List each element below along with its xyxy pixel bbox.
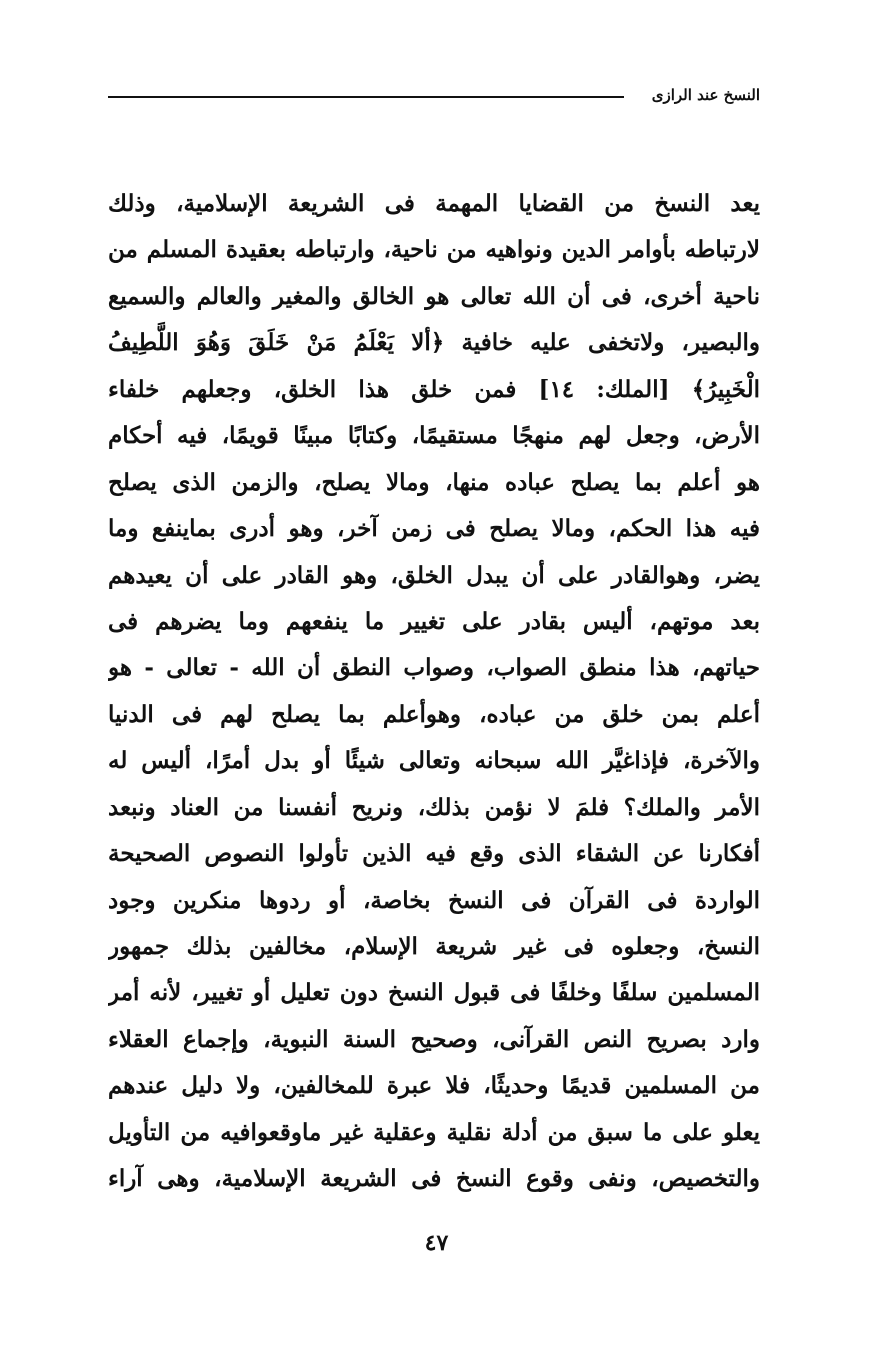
running-header (108, 80, 760, 110)
text-line: والآخرة، فإذاغيَّر الله سبحانه وتعالى شيئًا أو بدل أمرًا، أليس له (108, 747, 760, 775)
text-line: المسلمين سلفًا وخلفًا فى قبول النسخ دون تعليل أو تغيير، لأنه أمر (108, 979, 760, 1007)
text-line: الأرض، وجعل لهم منهجًا مستقيمًا، وكتابًا مبينًا قويمًا، فيه أحكام (108, 422, 760, 450)
text-line: النسخ، وجعلوه فى غير شريعة الإسلام، مخالفين بذلك جمهور (108, 933, 760, 960)
text-line: والتخصيص، ونفى وقوع النسخ فى الشريعة الإسلامية، وهى آراء (108, 1165, 760, 1193)
text-line: الأمر والملك؟ فلمَ لا نؤمن بذلك، ونريح أنفسنا من العناد ونبعد (108, 793, 760, 821)
text-line: الْخَبِيرُ﴾ [الملك: ١٤] فمن خلق هذا الخلق، وجعلهم خلفاء (108, 375, 760, 403)
text-line: يعلو على ما سبق من أدلة نقلية وعقلية غير ماوقعوافيه من التأويل (108, 1118, 760, 1146)
text-line: فيه هذا الحكم، ومالا يصلح فى زمن آخر، وهو أدرى بماينفع وما (108, 515, 760, 543)
body-text (108, 181, 760, 1203)
text-line: والبصير، ولاتخفى عليه خافية ﴿ألا يَعْلَمُ مَنْ خَلَقَ وَهُوَ اللَّطِيفُ (108, 329, 760, 357)
text-line: يعد النسخ من القضايا المهمة فى الشريعة الإسلامية، وذلك (108, 190, 760, 217)
text-line: وارد بصريح النص القرآنى، وصحيح السنة النبوية، وإجماع العقلاء (108, 1025, 760, 1053)
text-line: حياتهم، هذا منطق الصواب، وصواب النطق أن الله - تعالى - هو (108, 654, 760, 682)
text-line: الواردة فى القرآن فى النسخ بخاصة، أو ردوها منكرين وجود (108, 886, 760, 914)
text-line: هو أعلم بما يصلح عباده منها، ومالا يصلح، والزمن الذى يصلح (108, 468, 760, 496)
text-line: لارتباطه بأوامر الدين ونواهيه من ناحية، وارتباطه بعقيدة المسلم من (108, 236, 760, 264)
text-line: أفكارنا عن الشقاء الذى وقع فيه الذين تأولوا النصوص الصحيحة (108, 840, 760, 868)
running-header-title: النسخ عند الرازى (651, 86, 760, 104)
page-number: ٤٧ (424, 1230, 449, 1256)
text-line: بعد موتهم، أليس بقادر على تغيير ما ينفعهم وما يضرهم فى (108, 607, 760, 635)
text-line: من المسلمين قديمًا وحديثًا، فلا عبرة للمخالفين، ولا دليل عندهم (108, 1072, 760, 1100)
header-rule (108, 96, 624, 98)
text-line: يضر، وهوالقادر على أن يبدل الخلق، وهو القادر على أن يعيدهم (108, 561, 760, 589)
text-line: أعلم بمن خلق من عباده، وهوأعلم بما يصلح لهم فى الدنيا (108, 700, 760, 728)
text-line: ناحية أخرى، فى أن الله تعالى هو الخالق والمغير والعالم والسميع (108, 282, 760, 310)
